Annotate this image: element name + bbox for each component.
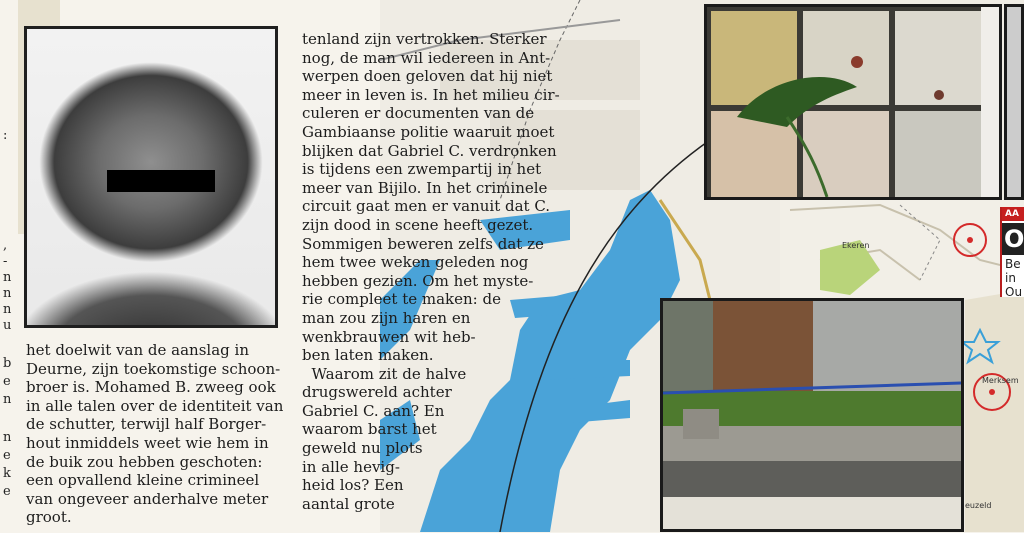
article-line: zijn dood in scene heeft gezet. (302, 215, 534, 234)
article-line: tenland zijn vertrokken. Sterker (302, 30, 547, 48)
portrait-image (27, 29, 275, 325)
info-box-line: in (1005, 271, 1016, 285)
article-line: de buik zou hebben geschoten: (26, 452, 263, 471)
portrait-photo (24, 26, 278, 328)
article-line: groot. (26, 508, 72, 527)
fragment-text: u (3, 318, 12, 333)
article-line: rie compleet te maken: de (302, 290, 501, 309)
glass-block-image (707, 7, 999, 197)
article-line: hebben gezien. Om het myste- (302, 271, 534, 290)
censor-bar (107, 170, 215, 192)
info-box-header: AA (1002, 207, 1024, 221)
fragment-text: n (3, 286, 12, 301)
info-box-line: Ou (1005, 285, 1023, 299)
article-line: ben laten maken. (302, 346, 434, 365)
article-line: culeren er documenten van de (302, 104, 535, 123)
fragment-text: b (3, 356, 12, 371)
article-line: geweld nu plots (302, 439, 423, 458)
fragment-text: n (3, 430, 12, 445)
article-line: werpen doen geloven dat hij niet (302, 67, 553, 86)
fragment-text: e (3, 448, 11, 463)
fragment-text: n (3, 302, 12, 317)
article-line: heid los? Een (302, 476, 404, 495)
article-line: van ongeveer anderhalve meter (26, 489, 269, 508)
fragment-text: n (3, 270, 12, 285)
glass-block-photo (704, 4, 1002, 200)
article-line: broer is. Mohamed B. zweeg ook (26, 378, 276, 397)
left-column-fragment (0, 0, 18, 532)
article-line: man zou zijn haren en (302, 308, 471, 327)
article-line: waarom barst het (302, 420, 437, 439)
article-line: de schutter, terwijl half Borger- (26, 415, 267, 434)
article-line: circuit gaat men er vanuit dat C. (302, 197, 551, 216)
fragment-text: : (3, 128, 8, 143)
article-line: Gambiaanse politie waaruit moet (302, 122, 555, 141)
secondary-photo (1004, 4, 1024, 200)
article-line: blijken dat Gabriel C. verdronken (302, 141, 557, 160)
fragment-text: , (3, 238, 8, 253)
article-line: het doelwit van de aanslag in (26, 341, 249, 359)
fragment-text: e (3, 374, 11, 389)
map-label-euzeld: euzeld (965, 501, 992, 510)
article-line: Waarom zit de halve (302, 364, 467, 383)
article-line: aantal grote (302, 494, 395, 513)
fragment-text: - (3, 254, 8, 269)
info-box-line: Be (1005, 257, 1021, 271)
article-line: in alle hevig- (302, 457, 400, 476)
info-box-title: O (1004, 225, 1024, 253)
article-column-2 (302, 30, 560, 513)
article-line: Gabriel C. aan? En (302, 401, 445, 420)
article-line: drugswereld achter (302, 383, 452, 402)
map-label-ekeren: Ekeren (842, 241, 870, 250)
article-line: nog, de man wil iedereen in Ant- (302, 48, 551, 67)
info-box (1000, 207, 1024, 297)
article-line: hout inmiddels weet wie hem in (26, 433, 269, 452)
fragment-text: n (3, 392, 12, 407)
article-column-1 (26, 341, 283, 527)
fragment-text: k (3, 466, 11, 481)
article-line: wenkbrauwen wit heb- (302, 327, 476, 346)
article-line: Deurne, zijn toekomstige schoon- (26, 359, 281, 378)
article-line: meer in leven is. In het milieu cir- (302, 85, 560, 104)
crime-scene-photo (660, 298, 964, 532)
article-line: meer van Bijilo. In het criminele (302, 178, 548, 197)
article-line: een opvallend kleine crimineel (26, 471, 260, 490)
article-line: hem twee weken geleden nog (302, 253, 529, 272)
crime-scene-image (663, 301, 961, 529)
article-line: is tijdens een zwempartij in het (302, 160, 542, 179)
fragment-text: e (3, 484, 11, 499)
map-label-merksem: Merksem (982, 376, 1019, 385)
article-line: Sommigen beweren zelfs dat ze (302, 234, 544, 253)
article-line: in alle talen over de identiteit van (26, 396, 284, 415)
